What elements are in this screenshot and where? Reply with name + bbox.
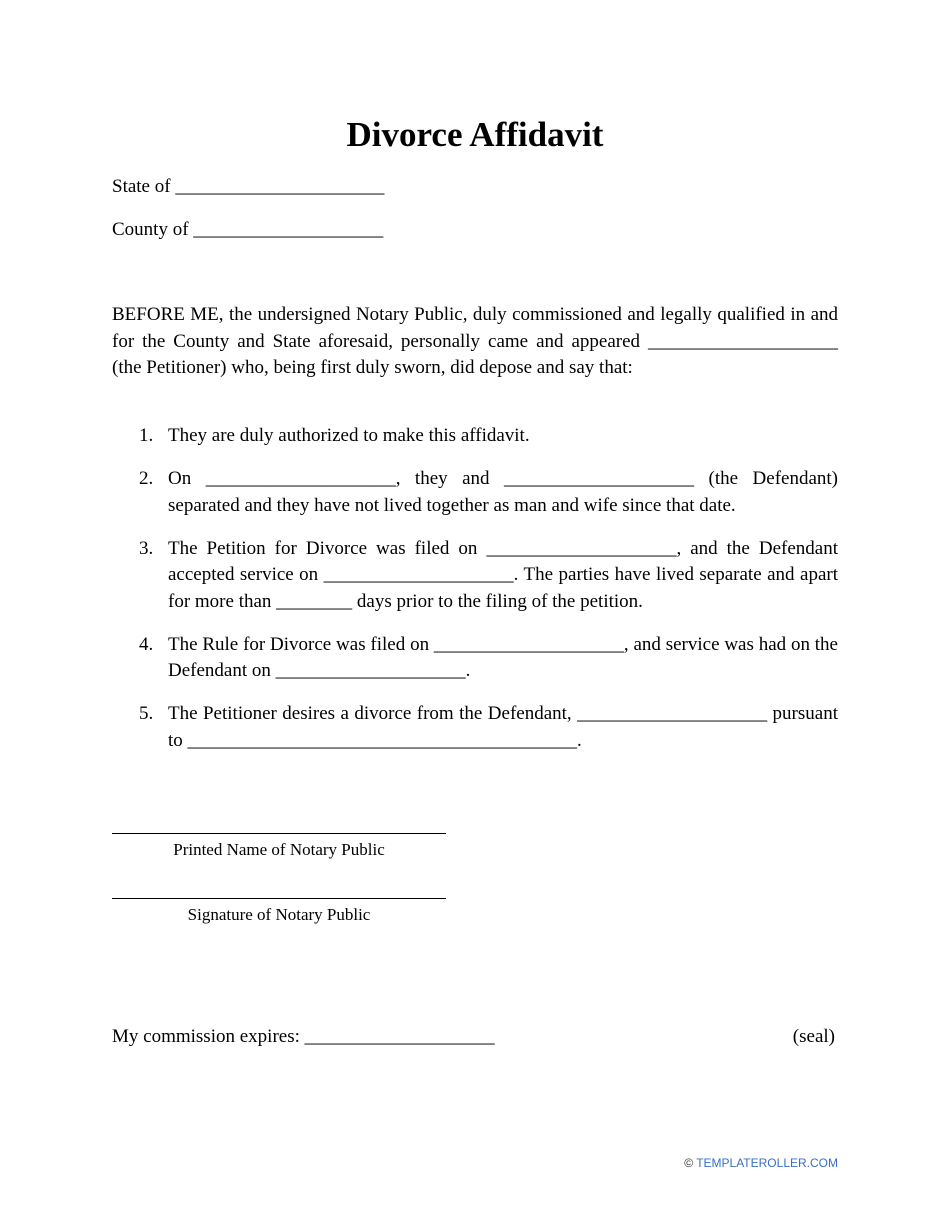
notary-signature-line — [112, 898, 446, 899]
notary-printed-name-block — [112, 833, 446, 861]
list-item — [112, 701, 838, 754]
seal-label: (seal) — [792, 1026, 835, 1047]
notary-signature-block — [112, 898, 446, 926]
affidavit-statements-list — [112, 423, 838, 771]
copyright-icon: © — [684, 1156, 694, 1170]
list-item-text: On ____________________, they and ____________________ (the Defendant) separated and they have not lived together as man and wife since that date. — [168, 468, 838, 516]
list-item — [112, 632, 838, 685]
notary-signature-caption: Signature of Notary Public — [187, 905, 371, 924]
footer-copyright — [684, 1155, 838, 1171]
commission-expires-line: My commission expires: ____________________ — [112, 1026, 495, 1047]
list-item — [112, 466, 838, 519]
document-page — [112, 0, 838, 1230]
document-title: Divorce Affidavit — [346, 115, 604, 154]
footer-site-link[interactable]: TEMPLATEROLLER.COM — [696, 1156, 838, 1170]
list-item-text: The Petition for Divorce was filed on ____________________, and the Defendant accepted service on ____________________. The parties have lived separate and apart for more than ________ days prior to the filing of the petition. — [168, 537, 838, 612]
list-item-number: 3. — [139, 537, 154, 559]
intro-paragraph: BEFORE ME, the undersigned Notary Public, duly commissioned and legally qualified in and for the County and State aforesaid, personally came and appeared ____________________ (the Petitioner) who, being first duly sworn, did depose and say that: — [112, 304, 838, 378]
list-item-number: 2. — [139, 468, 154, 489]
state-field-line: State of ______________________ — [112, 176, 385, 197]
list-item-text: The Petitioner desires a divorce from the Defendant, ____________________ pursuant to _________________________________________. — [168, 703, 838, 751]
list-item — [112, 423, 838, 450]
list-item-number: 1. — [139, 425, 154, 446]
list-item-text: They are duly authorized to make this affidavit. — [168, 425, 530, 446]
county-field-line: County of ____________________ — [112, 219, 384, 240]
notary-printed-name-line — [112, 833, 446, 834]
list-item-text: The Rule for Divorce was filed on ____________________, and service was had on the Defendant on ____________________. — [168, 633, 838, 681]
list-item-number: 5. — [139, 703, 154, 724]
notary-printed-name-caption: Printed Name of Notary Public — [173, 840, 385, 859]
list-item — [112, 536, 838, 616]
list-item-number: 4. — [139, 633, 154, 655]
